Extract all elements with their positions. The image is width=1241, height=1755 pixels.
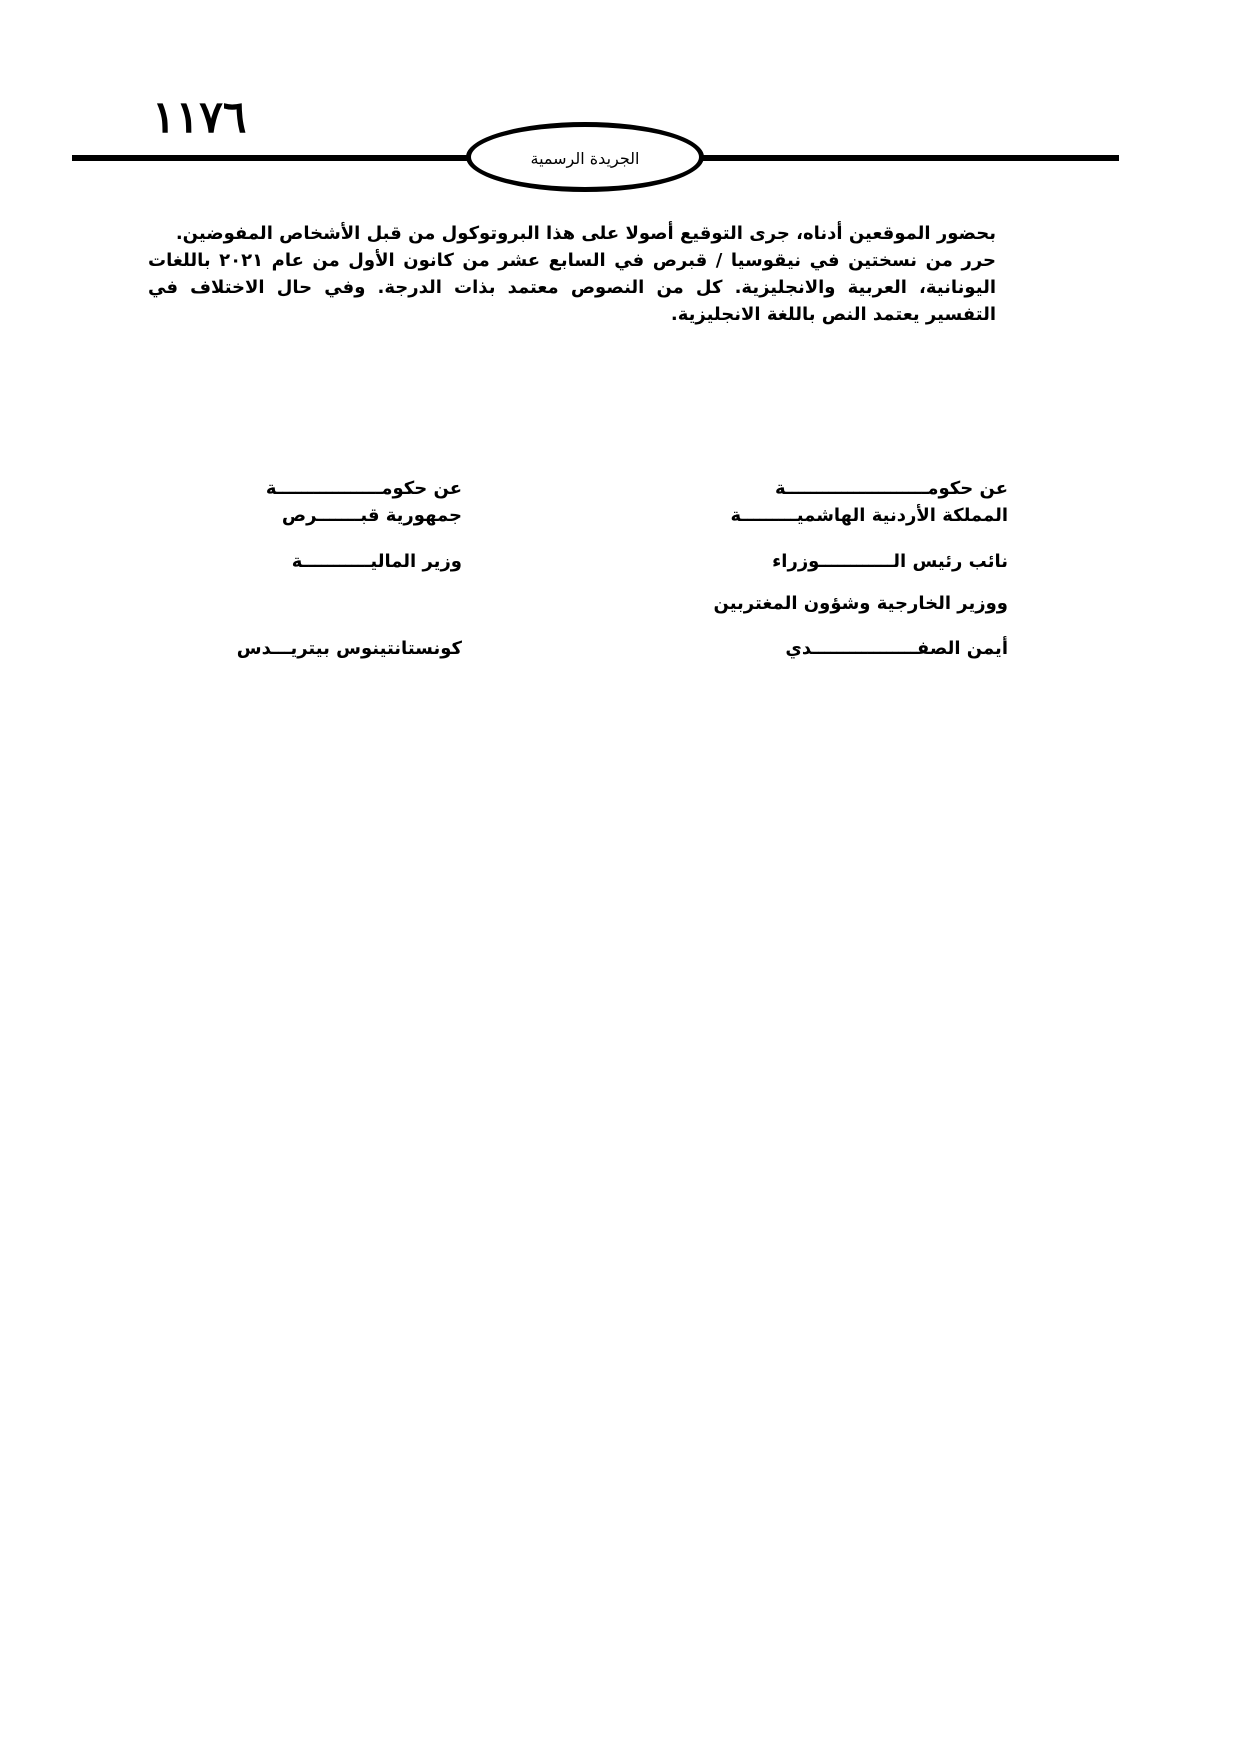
jordan-title-line-1: نائب رئيس الــــــــــــوزراء (772, 551, 1008, 572)
jordan-title-line-2: ووزير الخارجية وشؤون المغتربين (713, 593, 1008, 614)
cyprus-country-name: جمهورية قبـــــــرص (281, 505, 462, 526)
jordan-country-name: المملكة الأردنية الهاشميـــــــــة (730, 505, 1008, 526)
jordan-government-label: عن حكومـــــــــــــــــــــــة (774, 478, 1008, 499)
page-number: ١١٧٦ (152, 92, 247, 143)
masthead-title: الجريدة الرسمية (530, 148, 640, 168)
cyprus-title: وزير الماليـــــــــــة (291, 551, 462, 572)
jordan-signatory-name: أيمن الصفـــــــــــــــــدي (785, 638, 1008, 659)
signing-paragraph: بحضور الموقعين أدناه، جرى التوقيع أصولا على هذا البروتوكول من قبل الأشخاص المفوضين. (175, 223, 996, 244)
signature-block-jordan (620, 478, 1008, 698)
cyprus-government-label: عن حكومـــــــــــــــــة (265, 478, 462, 499)
protocol-closing-text (148, 220, 996, 328)
masthead-oval (466, 122, 704, 192)
signature-block-cyprus (180, 478, 462, 698)
languages-paragraph: حرر من نسختين في نيقوسيا / قبرص في السابع عشر من كانون الأول من عام ٢٠٢١ باللغات اليونانية، العربية والانجليزية. كل من النصوص معتمد بذات الدرجة. وفي حال الاختلاف في التفسير يعتمد النص باللغة الانجليزية. (148, 250, 996, 325)
cyprus-signatory-name: كونستانتينوس بيتريـــدس (236, 638, 462, 659)
